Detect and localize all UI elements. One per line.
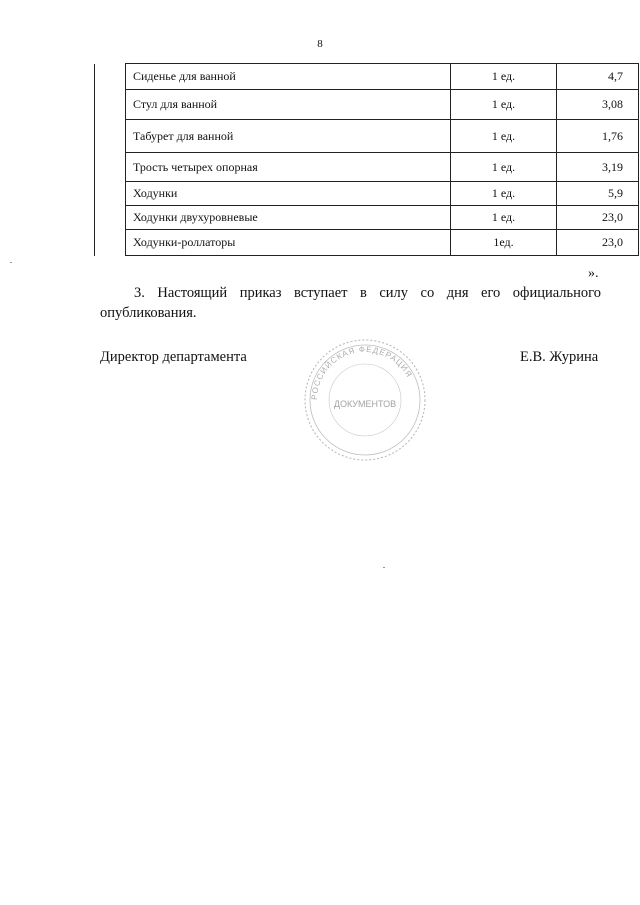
table-row (95, 206, 639, 230)
scan-speck (10, 262, 12, 263)
item-name-cell: Трость четырех опорная (126, 153, 451, 182)
unit-cell: 1 ед. (451, 90, 557, 120)
item-name-cell: Ходунки (126, 182, 451, 206)
rehabilitation-items-table (94, 63, 639, 256)
table-row (95, 230, 639, 256)
blank-left-cell (95, 90, 126, 120)
table-row (95, 182, 639, 206)
item-name-cell: Ходунки двухуровневые (126, 206, 451, 230)
scan-speck (383, 567, 385, 568)
table-row (95, 120, 639, 153)
item-name-cell: Ходунки-роллаторы (126, 230, 451, 256)
value-cell: 23,0 (557, 206, 639, 230)
blank-left-cell (95, 230, 126, 256)
value-cell: 4,7 (557, 64, 639, 90)
unit-cell: 1 ед. (451, 64, 557, 90)
value-cell: 3,08 (557, 90, 639, 120)
value-cell: 1,76 (557, 120, 639, 153)
closing-quote: ». (588, 266, 599, 281)
effective-date-paragraph (100, 283, 601, 323)
unit-cell: 1 ед. (451, 206, 557, 230)
page-number: 8 (317, 38, 323, 50)
table-row (95, 64, 639, 90)
signatory-position: Директор департамента (100, 349, 247, 365)
value-cell: 3,19 (557, 153, 639, 182)
official-seal (302, 337, 428, 463)
unit-cell: 1 ед. (451, 120, 557, 153)
unit-cell: 1 ед. (451, 182, 557, 206)
table-row (95, 153, 639, 182)
seal-outer-text: РОССИЙСКАЯ ФЕДЕРАЦИЯ (309, 344, 414, 401)
seal-center-text: ДОКУМЕНТОВ (333, 399, 397, 409)
item-name-cell: Сиденье для ванной (126, 64, 451, 90)
blank-left-cell (95, 206, 126, 230)
blank-left-cell (95, 120, 126, 153)
table-body (95, 64, 639, 256)
svg-text:РОССИЙСКАЯ ФЕДЕРАЦИЯ (310, 345, 414, 400)
unit-cell: 1ед. (451, 230, 557, 256)
item-name-cell: Табурет для ванной (126, 120, 451, 153)
blank-left-cell (95, 153, 126, 182)
blank-left-cell (95, 64, 126, 90)
item-name-cell: Стул для ванной (126, 90, 451, 120)
value-cell: 23,0 (557, 230, 639, 256)
unit-cell: 1 ед. (451, 153, 557, 182)
blank-left-cell (95, 182, 126, 206)
paragraph-text: 3. Настоящий приказ вступает в силу со дня его официального опубликования. (100, 285, 601, 321)
signatory-name: Е.В. Журина (520, 349, 599, 365)
table-row (95, 90, 639, 120)
value-cell: 5,9 (557, 182, 639, 206)
